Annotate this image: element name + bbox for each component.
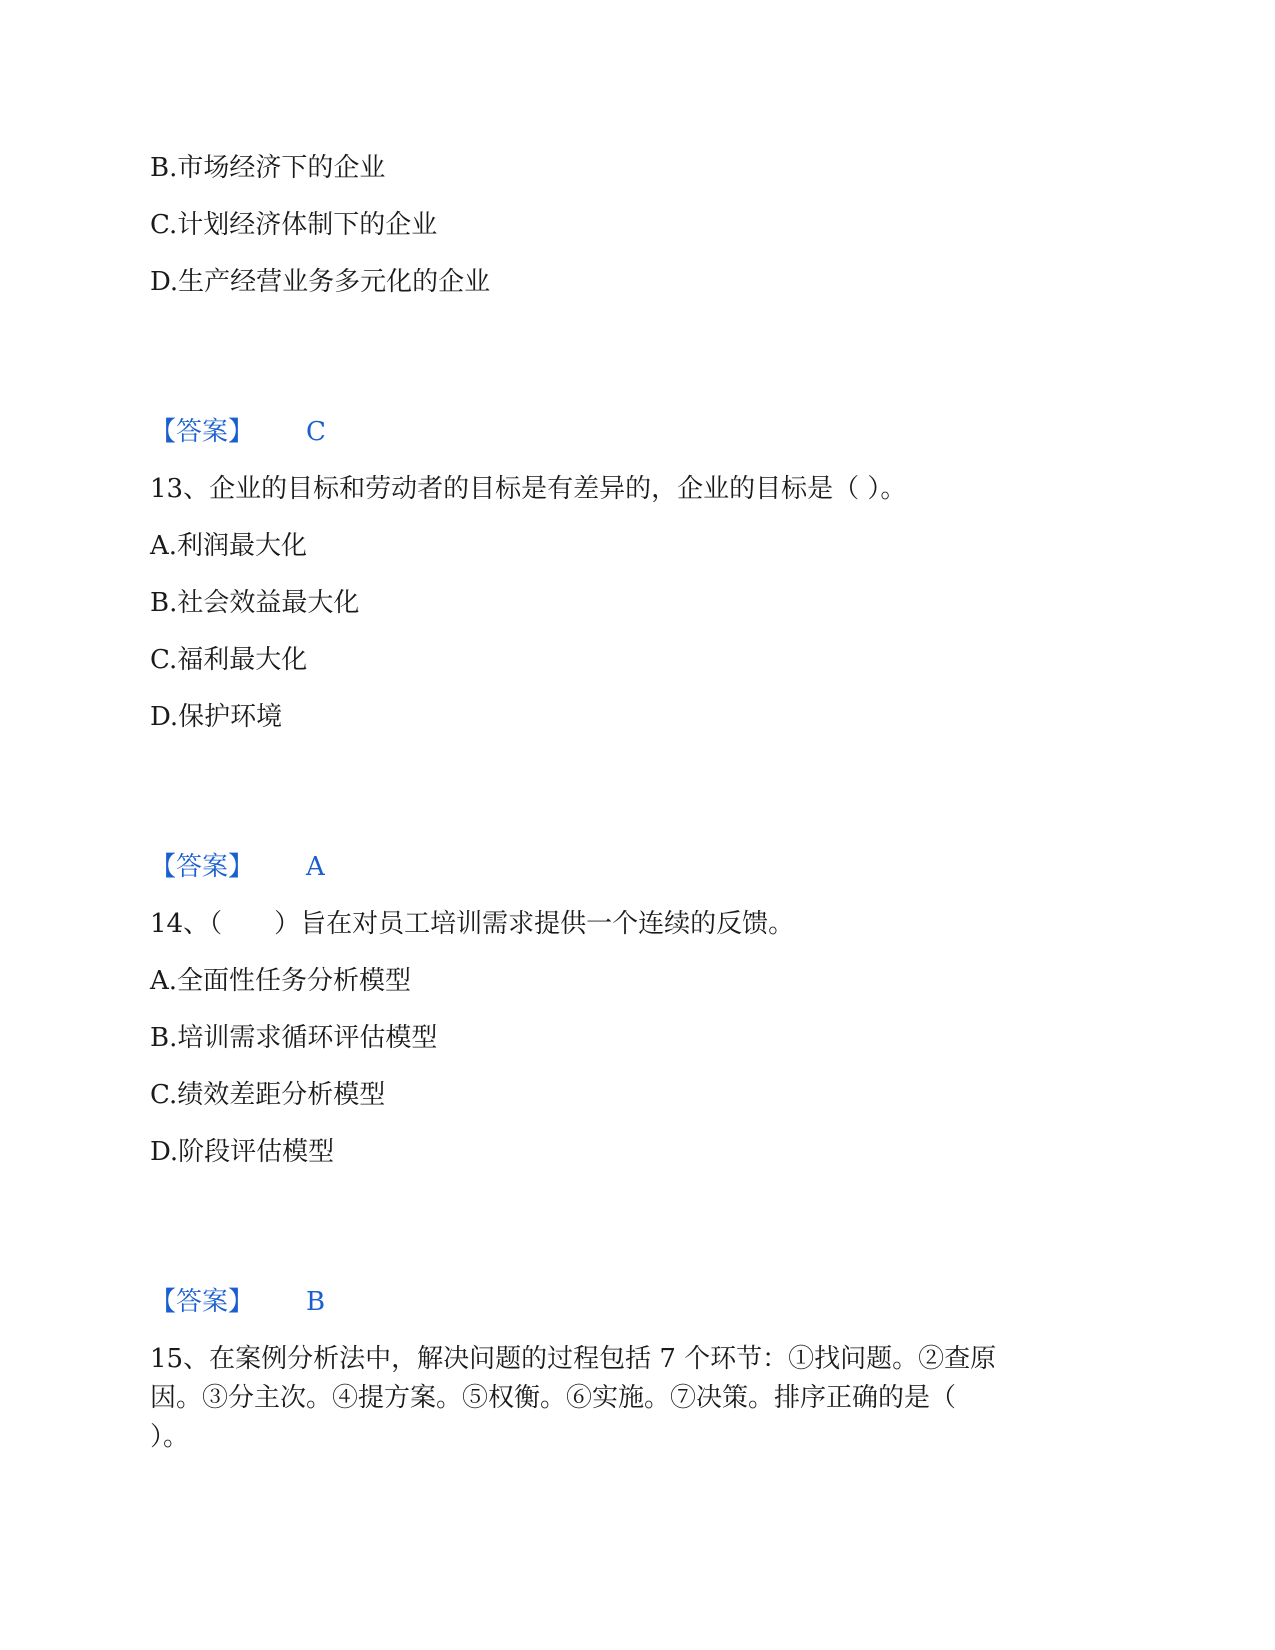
q14-question: 14、（ ）旨在对员工培训需求提供一个连续的反馈。 (150, 909, 795, 939)
answer-value: C (306, 417, 326, 447)
q13-option-c: C.福利最大化 (150, 645, 308, 675)
q13-option-a: A.利润最大化 (150, 531, 308, 561)
q15-question-line-1: 15、在案例分析法中，解决问题的过程包括 7 个环节：①找问题。②查原 (150, 1344, 997, 1374)
answer-label: 【答案】 (150, 1287, 255, 1317)
q15-question-line-2: 因。③分主次。④提方案。⑤权衡。⑥实施。⑦决策。排序正确的是（ (150, 1383, 957, 1413)
q13-question: 13、企业的目标和劳动者的目标是有差异的，企业的目标是（ ）。 (150, 474, 907, 504)
q14-option-c: C.绩效差距分析模型 (150, 1080, 386, 1110)
q13-option-b: B.社会效益最大化 (150, 588, 360, 618)
answer-label: 【答案】 (150, 852, 255, 882)
answer-value: B (306, 1287, 326, 1317)
q13-option-d: D.保护环境 (150, 702, 283, 732)
q14-option-d: D.阶段评估模型 (150, 1137, 335, 1167)
answer-value: A (306, 852, 325, 882)
q13-answer (150, 849, 325, 885)
q14-option-a: A.全面性任务分析模型 (150, 966, 412, 996)
q12-option-d: D.生产经营业务多元化的企业 (150, 267, 491, 297)
answer-label: 【答案】 (150, 417, 255, 447)
q14-answer (150, 1284, 325, 1320)
q12-answer (150, 414, 326, 450)
q12-option-c: C.计划经济体制下的企业 (150, 210, 438, 240)
q14-option-b: B.培训需求循环评估模型 (150, 1023, 438, 1053)
q15-question-line-3: ）。 (150, 1422, 190, 1452)
q12-option-b: B.市场经济下的企业 (150, 153, 386, 183)
